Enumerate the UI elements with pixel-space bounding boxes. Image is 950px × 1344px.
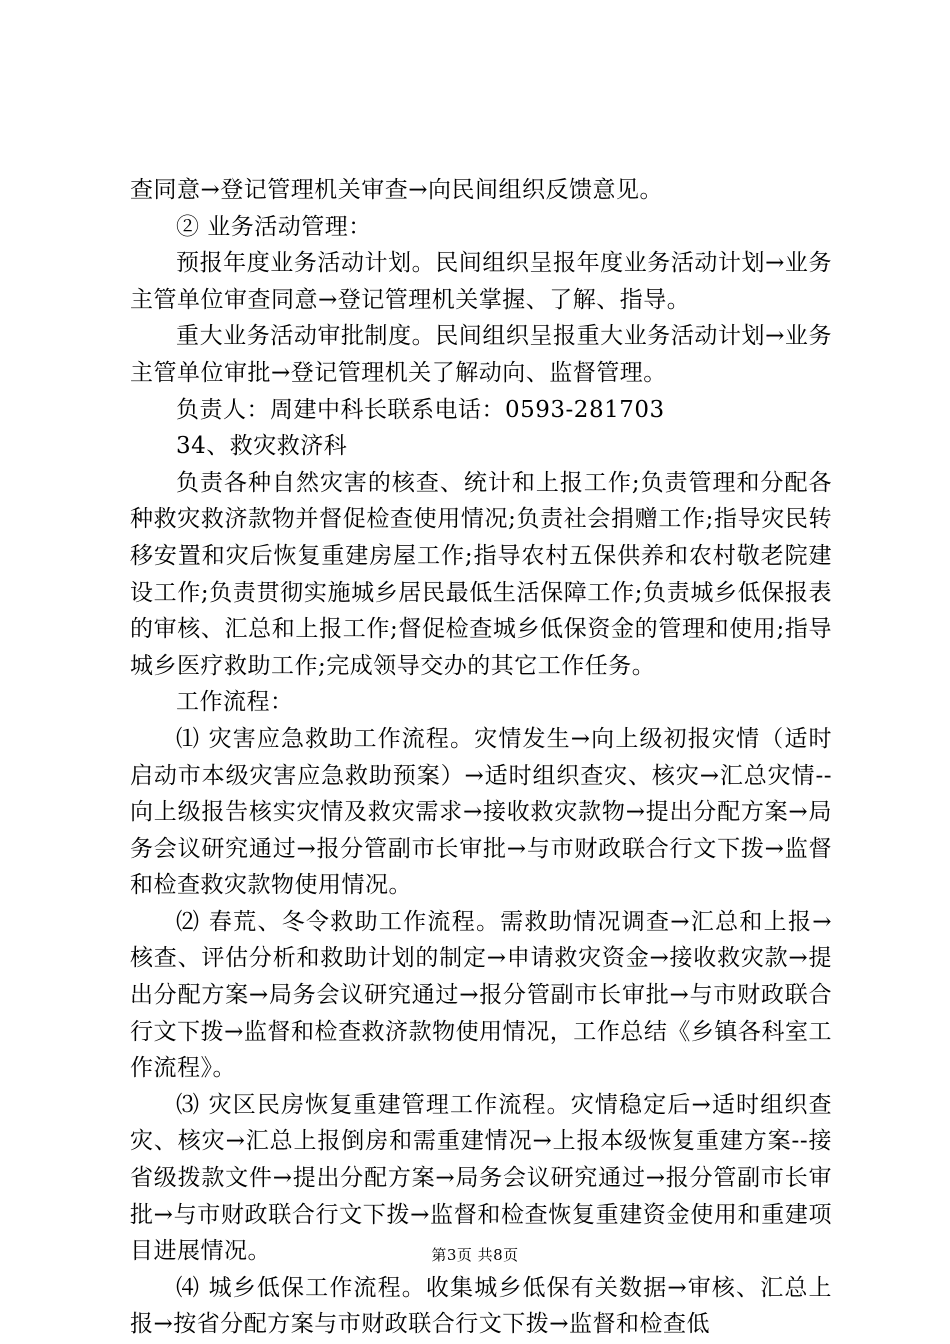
- document-body: [130, 172, 832, 1343]
- workflow-item: ⑷ 城乡低保工作流程。收集城乡低保有关数据→审核、汇总上报→按省分配方案与市财政联合行文下拨→监督和检查低: [130, 1274, 832, 1338]
- paragraph: 查同意→登记管理机关审查→向民间组织反馈意见。: [130, 177, 664, 203]
- section-heading-disaster-relief: 34、救灾救济科: [176, 433, 348, 460]
- workflow-item: ⑵ 春荒、冬令救助工作流程。需救助情况调查→汇总和上报→核查、评估分析和救助计划的制定→申请救灾资金→接收救灾款→提出分配方案→局务会议研究通过→报分管副市长审批→与市财政联合行文下拨→监督和检查救济款物使用情况，工作总结《乡镇各科室工作流程》。: [130, 908, 832, 1082]
- contact-line: 负责人：周建中科长联系电话：0593-281703: [176, 396, 665, 423]
- page-footer: [0, 1244, 950, 1265]
- workflow-item: ⑴ 灾害应急救助工作流程。灾情发生→向上级初报灾情（适时启动市本级灾害应急救助预案）→适时组织查灾、核灾→汇总灾情--向上级报告核实灾情及救灾需求→接收救灾款物→提出分配方案→局务会议研究通过→报分管副市长审批→与市财政联合行文下拨→监督和检查救灾款物使用情况。: [130, 725, 832, 899]
- workflow-heading: 工作流程：: [176, 689, 294, 716]
- section-heading-business-activity: ② 业务活动管理：: [176, 213, 372, 240]
- paragraph: 预报年度业务活动计划。民间组织呈报年度业务活动计划→业务主管单位审查同意→登记管理机关掌握、了解、指导。: [130, 250, 832, 313]
- page-number: 第3页 共8页: [431, 1246, 519, 1264]
- paragraph: 重大业务活动审批制度。民间组织呈报重大业务活动计划→业务主管单位审批→登记管理机关了解动向、监督管理。: [130, 323, 832, 386]
- paragraph: 负责各种自然灾害的核查、统计和上报工作;负责管理和分配各种救灾救济款物并督促检查使用情况;负责社会捐赠工作;指导灾民转移安置和灾后恢复重建房屋工作;指导农村五保供养和农村敬老院建设工作;负责贯彻实施城乡居民最低生活保障工作;负责城乡低保报表的审核、汇总和上报工作;督促检查城乡低保资金的管理和使用;指导城乡医疗救助工作;完成领导交办的其它工作任务。: [130, 469, 832, 679]
- workflow-item: ⑶ 灾区民房恢复重建管理工作流程。灾情稳定后→适时组织查灾、核灾→汇总上报倒房和需重建情况→上报本级恢复重建方案--接省级拨款文件→提出分配方案→局务会议研究通过→报分管副市长审批→与市财政联合行文下拨→监督和检查恢复重建资金使用和重建项目进展情况。: [130, 1091, 832, 1265]
